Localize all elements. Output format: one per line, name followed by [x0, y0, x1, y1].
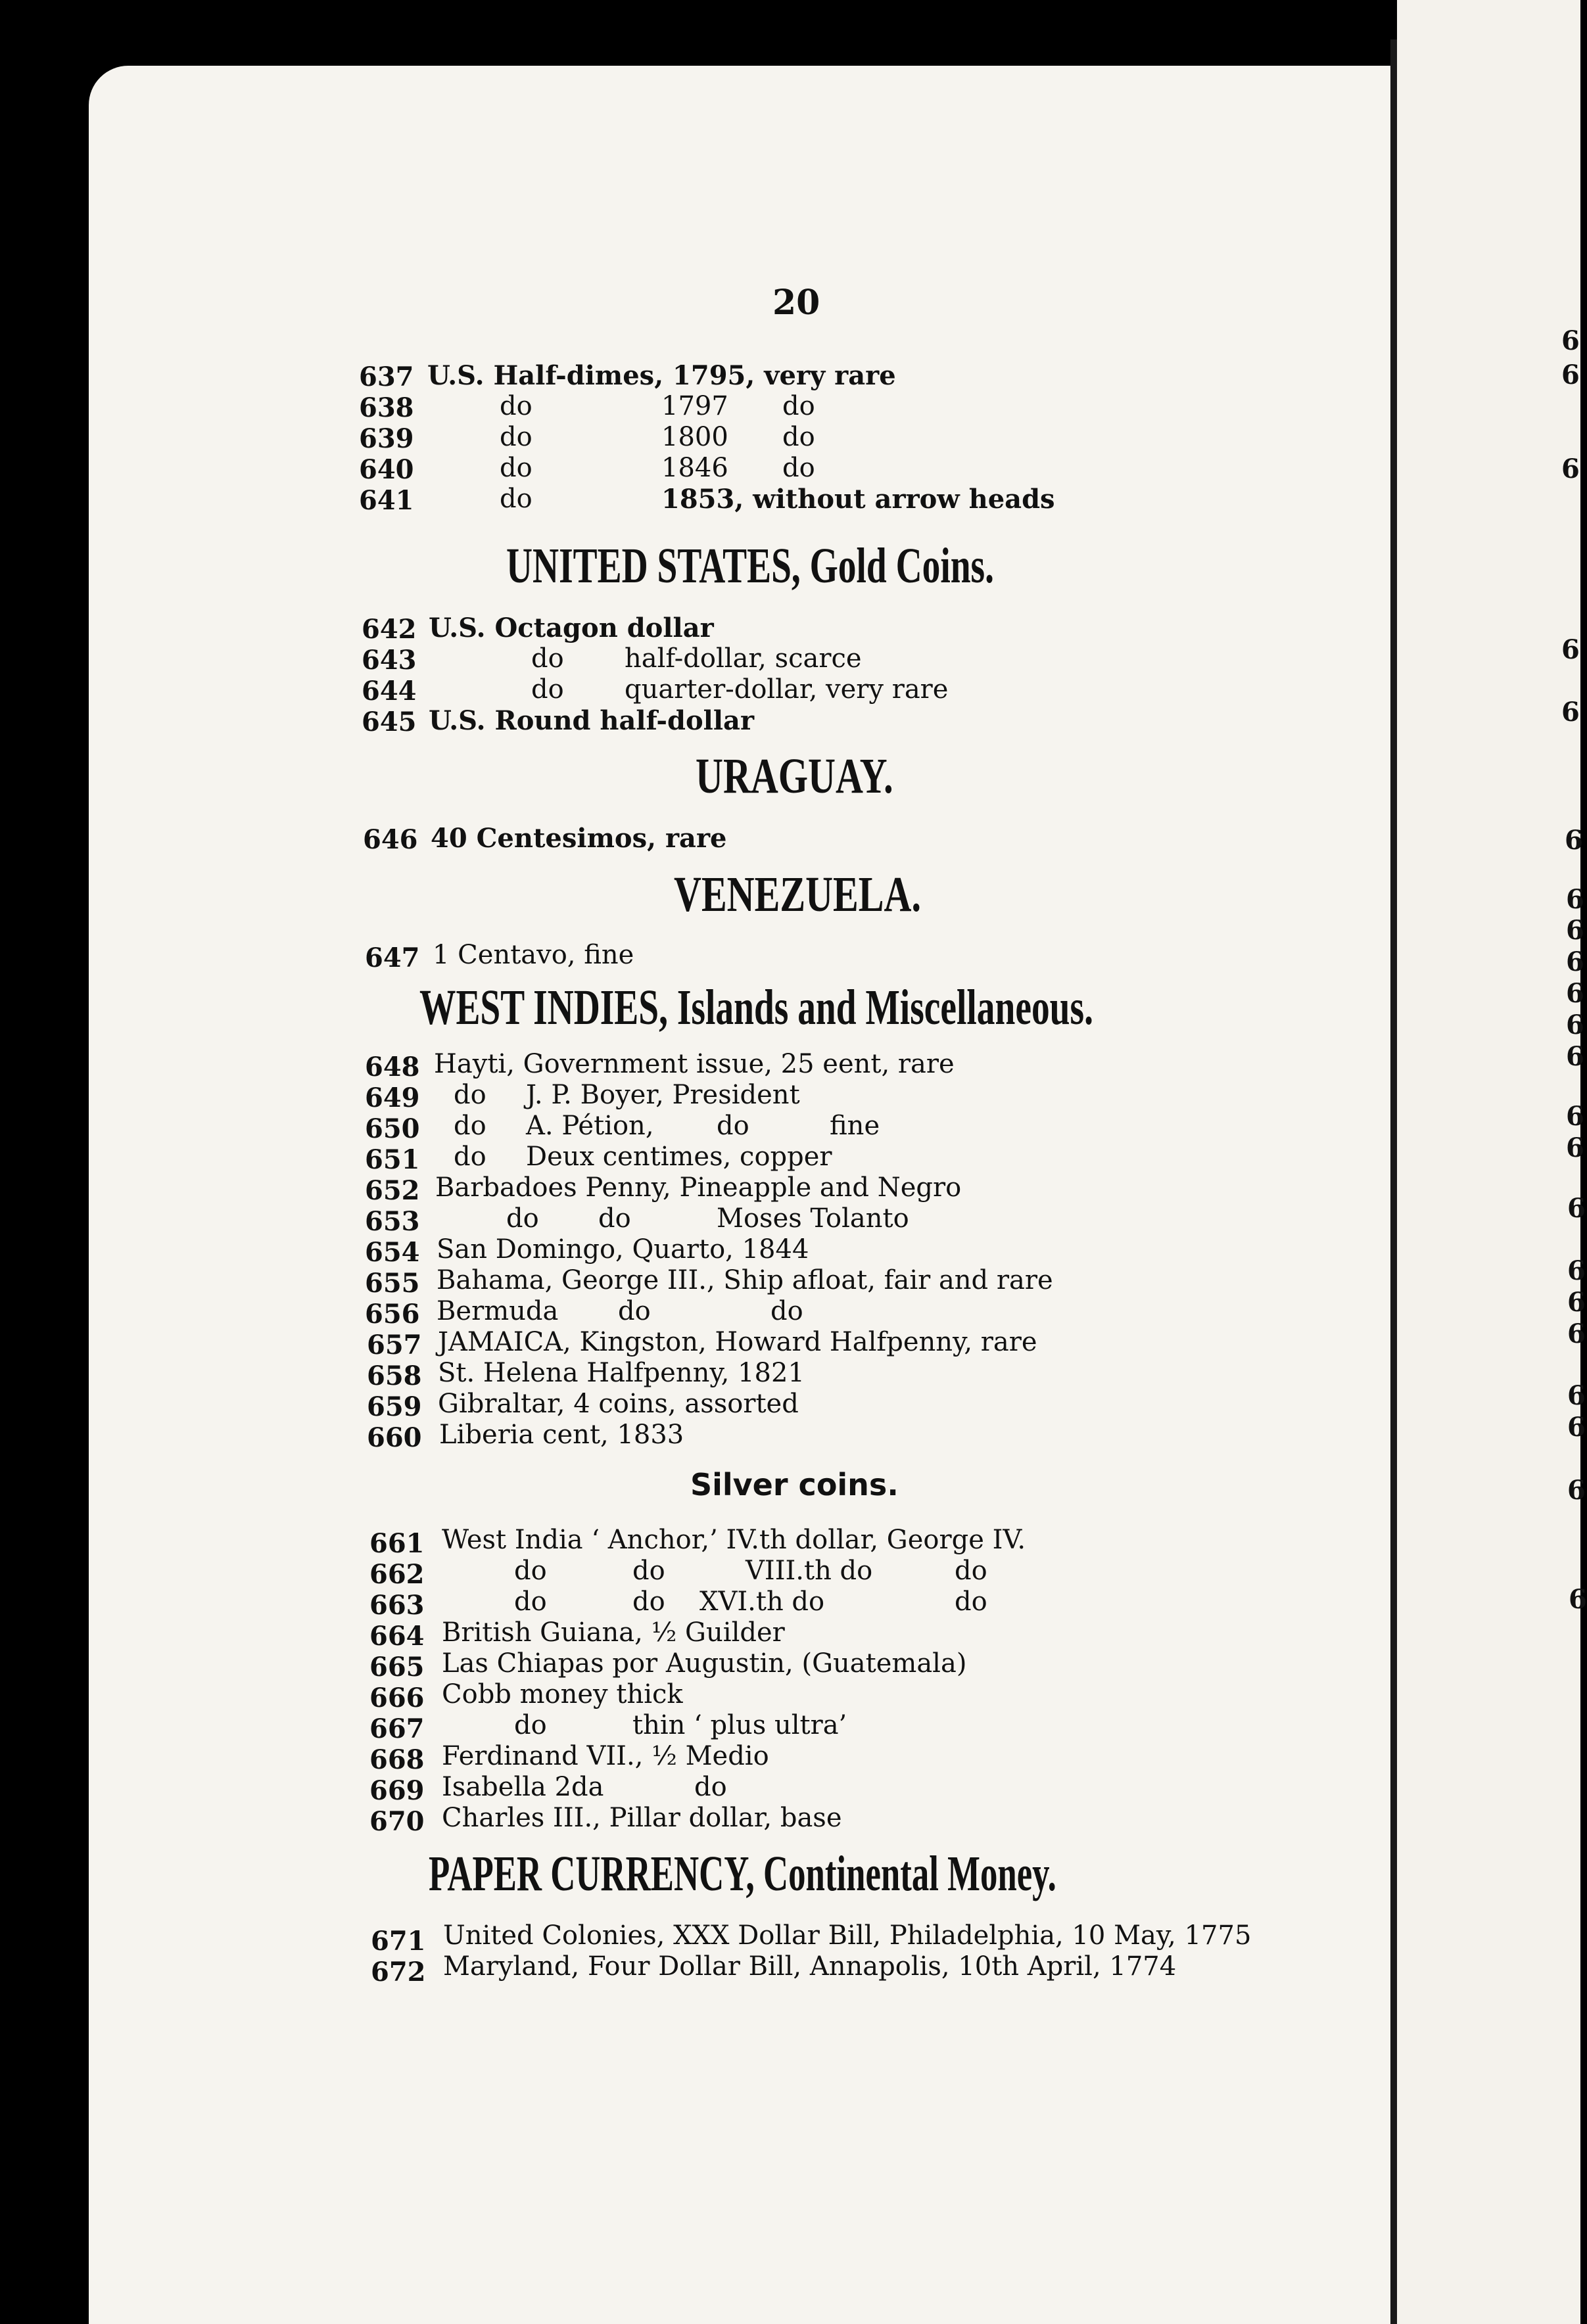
facing-page-fragment: 6 [1567, 1412, 1586, 1443]
lot-description: Hayti, Government issue, 25 eent, rare [434, 1049, 955, 1079]
lot-description: do [770, 1296, 803, 1326]
facing-page-fragment: 6 [1567, 1255, 1586, 1286]
facing-page-fragment: 6 [1561, 697, 1580, 728]
lot-number: 647 [365, 942, 420, 973]
lot-number: 663 [369, 1590, 425, 1621]
lot-number: 649 [365, 1082, 420, 1113]
lot-description: Barbadoes Penny, Pineapple and Negro [435, 1173, 962, 1203]
section-heading: Silver coins. [690, 1467, 899, 1502]
lot-description: do [618, 1296, 651, 1326]
lot-description: 1853, without arrow heads [661, 484, 1055, 515]
lot-description: do [782, 422, 815, 452]
facing-page-fragment: 6 [1567, 1380, 1586, 1411]
lot-description: do [454, 1142, 486, 1172]
lot-description: Gibraltar, 4 coins, assorted [438, 1389, 799, 1419]
lot-number: 670 [369, 1806, 425, 1837]
lot-number: 672 [371, 1957, 426, 1987]
lot-description: do [500, 422, 533, 452]
lot-description: Las Chiapas por Augustin, (Guatemala) [442, 1648, 967, 1679]
lot-description: XVI.th do [699, 1587, 825, 1617]
lot-description: do [632, 1587, 665, 1617]
lot-description: St. Helena Halfpenny, 1821 [438, 1358, 805, 1388]
lot-number: 643 [362, 645, 417, 676]
lot-number: 653 [365, 1206, 420, 1237]
lot-description: do [514, 1587, 547, 1617]
lot-description: do [717, 1111, 749, 1141]
lot-number: 642 [362, 614, 417, 645]
lot-number: 646 [363, 824, 418, 855]
lot-number: 650 [365, 1113, 420, 1144]
lot-description: do [454, 1111, 486, 1141]
facing-page-fragment: 6 [1567, 1287, 1586, 1318]
lot-number: 637 [359, 361, 414, 392]
lot-number: 654 [365, 1237, 420, 1268]
lot-description: Liberia cent, 1833 [439, 1420, 684, 1450]
facing-page-fragment: 6 [1569, 1584, 1587, 1615]
lot-description: Bermuda [437, 1296, 559, 1326]
facing-page-fragment: 6 [1565, 825, 1583, 856]
facing-page-fragment: 6 [1566, 884, 1584, 915]
lot-number: 651 [365, 1144, 420, 1175]
facing-page-fragment: 6 [1566, 915, 1584, 946]
lot-description: thin ‘ plus ultra’ [632, 1710, 847, 1740]
lot-number: 652 [365, 1175, 420, 1206]
lot-description: do [506, 1203, 539, 1234]
lot-number: 668 [369, 1744, 425, 1775]
facing-page-fragment: 6 [1566, 946, 1584, 977]
lot-description: do [955, 1587, 987, 1617]
facing-page-fragment: 6 [1561, 453, 1580, 484]
lot-number: 645 [362, 707, 417, 737]
lot-description: 1797 [661, 391, 728, 421]
lot-description: do [454, 1080, 486, 1110]
section-heading: URAGUAY. [696, 749, 893, 804]
lot-description: United Colonies, XXX Dollar Bill, Philadelphia, 10 May, 1775 [443, 1920, 1252, 1951]
section-heading: WEST INDIES, Islands and Miscellaneous. [419, 980, 1093, 1036]
lot-description: A. Pétion, [526, 1111, 654, 1141]
lot-description: U.S. Octagon dollar [429, 613, 714, 643]
lot-number: 658 [367, 1360, 422, 1391]
lot-description: do [500, 391, 533, 421]
lot-description: do [531, 674, 564, 705]
facing-page-fragment: 6 [1566, 978, 1584, 1009]
lot-number: 657 [367, 1330, 422, 1360]
lot-number: 671 [371, 1926, 426, 1957]
lot-number: 666 [369, 1683, 425, 1713]
lot-number: 665 [369, 1652, 425, 1683]
facing-page-fragment: 6 [1561, 325, 1580, 356]
lot-number: 662 [369, 1559, 425, 1590]
page-number: 20 [772, 283, 820, 323]
lot-description: Bahama, George III., Ship afloat, fair and rare [437, 1265, 1053, 1295]
page-gutter [1390, 39, 1397, 2324]
facing-page-fragment: 6 [1561, 360, 1580, 390]
lot-number: 667 [369, 1713, 425, 1744]
lot-description: do [782, 391, 815, 421]
lot-number: 641 [359, 485, 414, 516]
lot-description: do [694, 1772, 727, 1802]
facing-page-fragment: 6 [1567, 1475, 1586, 1506]
lot-description: San Domingo, Quarto, 1844 [437, 1234, 809, 1265]
lot-description: 40 Centesimos, rare [431, 823, 727, 854]
lot-description: VIII.th do [746, 1556, 873, 1586]
lot-number: 659 [367, 1391, 422, 1422]
lot-number: 638 [359, 392, 414, 423]
lot-description: do [598, 1203, 631, 1234]
lot-description: fine [830, 1111, 880, 1141]
lot-number: 664 [369, 1621, 425, 1652]
lot-number: 660 [367, 1422, 422, 1453]
lot-number: 644 [362, 676, 417, 707]
lot-description: half-dollar, scarce [625, 643, 862, 674]
lot-description: Isabella 2da [442, 1772, 604, 1802]
lot-number: 656 [365, 1299, 420, 1330]
section-heading: VENEZUELA. [674, 867, 921, 923]
lot-description: West India ‘ Anchor,’ IV.th dollar, George IV. [442, 1525, 1026, 1555]
lot-description: Charles III., Pillar dollar, base [442, 1803, 842, 1833]
lot-description: U.S. Round half-dollar [429, 705, 755, 736]
lot-description: Ferdinand VII., ½ Medio [442, 1741, 769, 1771]
lot-number: 648 [365, 1052, 420, 1082]
lot-description: Cobb money thick [442, 1679, 683, 1709]
lot-description: Maryland, Four Dollar Bill, Annapolis, 10th April, 1774 [443, 1951, 1177, 1982]
facing-page-fragment: 6 [1566, 1010, 1584, 1040]
lot-description: 1800 [661, 422, 728, 452]
facing-page-fragment: 6 [1567, 1193, 1586, 1224]
facing-page-fragment: 6 [1566, 1101, 1584, 1132]
lot-number: 655 [365, 1268, 420, 1299]
lot-description: U.S. Half-dimes, 1795, very rare [427, 360, 896, 391]
lot-description: Deux centimes, copper [526, 1142, 832, 1172]
lot-description: do [782, 453, 815, 483]
section-heading: PAPER CURRENCY, Continental Money. [429, 1846, 1056, 1902]
lot-description: 1 Centavo, fine [433, 940, 634, 970]
lot-number: 669 [369, 1775, 425, 1806]
section-heading: UNITED STATES, Gold Coins. [506, 538, 995, 594]
lot-description: do [531, 643, 564, 674]
facing-page-fragment: 6 [1566, 1132, 1584, 1163]
lot-description: Moses Tolanto [717, 1203, 909, 1234]
lot-description: JAMAICA, Kingston, Howard Halfpenny, rare [438, 1327, 1037, 1357]
facing-page-fragment: 6 [1566, 1041, 1584, 1072]
facing-page-fragment: 6 [1567, 1318, 1586, 1349]
facing-page-fragment: 6 [1561, 634, 1580, 665]
lot-description: do [514, 1710, 547, 1740]
lot-number: 640 [359, 454, 414, 485]
lot-description: 1846 [661, 453, 728, 483]
lot-description: quarter-dollar, very rare [625, 674, 949, 705]
lot-description: J. P. Boyer, President [526, 1080, 800, 1110]
lot-description: do [955, 1556, 987, 1586]
lot-description: do [500, 453, 533, 483]
lot-description: do [514, 1556, 547, 1586]
lot-description: do [500, 484, 533, 514]
lot-number: 639 [359, 423, 414, 454]
lot-description: do [632, 1556, 665, 1586]
facing-page-edge [1397, 0, 1580, 2324]
lot-description: British Guiana, ½ Guilder [442, 1617, 785, 1648]
lot-number: 661 [369, 1528, 425, 1559]
